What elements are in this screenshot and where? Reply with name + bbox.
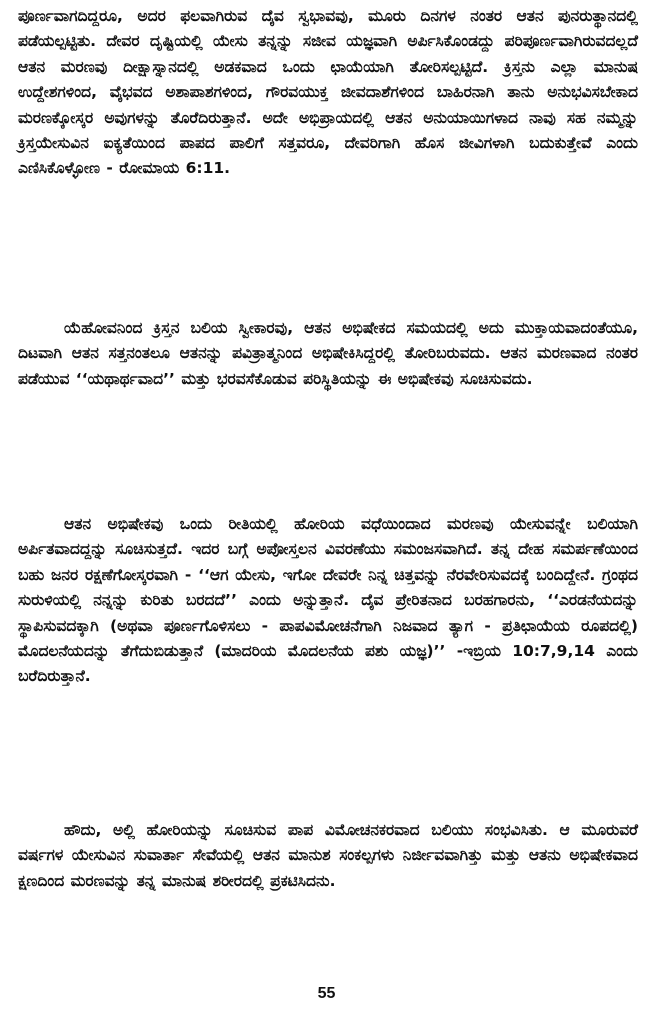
- paragraph-continuation: ಪೂರ್ಣವಾಗದಿದ್ದರೂ, ಅದರ ಫಲವಾಗಿರುವ ದೈವ ಸ್ವಭಾವವು, ಮೂರು ದಿನಗಳ ನಂತರ ಆತನ ಪುನರುತ್ಥಾನದಲ್ಲಿ ಪಡೆಯಲ್ಪಟ್ಟಿತು. ದೇವರ ದೃಷ್ಟಿಯಲ್ಲಿ ಯೇಸು ತನ್ನನ್ನು ಸಜೀವ ಯಜ್ಞವಾಗಿ ಅರ್ಪಿಸಿಕೊಂಡದ್ದು ಪರಿಪೂರ್ಣವಾಗಿರುವದಲ್ಲದೆ ಆತನ ಮರಣವು ದೀಕ್ಷಾಸ್ನಾನದಲ್ಲಿ ಅಡಕವಾದ ಒಂದು ಛಾಯೆಯಾಗಿ ತೋರಿಸಲ್ಪಟ್ಟಿದೆ. ಕ್ರಿಸ್ತನು ಎಲ್ಲಾ ಮಾನುಷ ಉದ್ದೇಶಗಳಿಂದ, ವೈಭವದ ಅಶಾಪಾಶಗಳಿಂದ, ಗೌರವಯುಕ್ತ ಜೀವದಾಶೆಗಳಿಂದ ಬಾಹಿರನಾಗಿ ತಾನು ಅನುಭವಿಸಬೇಕಾದ ಮರಣಕ್ಕೋಸ್ಕರ ಅವುಗಳನ್ನು ತೊರೆದಿರುತ್ತಾನೆ. ಅದೇ ಅಭಿಪ್ರಾಯದಲ್ಲಿ ಆತನ ಅನುಯಾಯಿಗಳಾದ ನಾವು ಸಹ ನಮ್ಮನ್ನು ಕ್ರಿಸ್ತಯೇಸುವಿನ ಐಕ್ಯತೆಯಿಂದ ಪಾಪದ ಪಾಲಿಗೆ ಸತ್ತವರೂ, ದೇವರಿಗಾಗಿ ಹೊಸ ಜೀವಿಗಳಾಗಿ ಬದುಕುತ್ತೇವೆ ಎಂದು ಎಣಿಸಿಕೊಳ್ಳೋಣ - ರೋಮಾಯ 6:11.: [18, 7, 638, 178]
- paragraph-sacrifice: ಆತನ ಅಭಿಷೇಕವು ಒಂದು ರೀತಿಯಲ್ಲಿ ಹೋರಿಯ ವಧೆಯಿಂದಾದ ಮರಣವು ಯೇಸುವನ್ನೇ ಬಲಿಯಾಗಿ ಅರ್ಪಿತವಾದದ್ದನ್ನು ಸೂಚಿಸುತ್ತದೆ. ಇದರ ಬಗ್ಗೆ ಅಪೋಸ್ತಲನ ವಿವರಣೆಯು ಸಮಂಜಸವಾಗಿದೆ. ತನ್ನ ದೇಹ ಸಮರ್ಪಣೆಯಿಂದ ಬಹು ಜನರ ರಕ್ಷಣೆಗೋಸ್ಕರವಾಗಿ - ‘‘ಆಗ ಯೇಸು, ಇಗೋ ದೇವರೇ ನಿನ್ನ ಚಿತ್ತವನ್ನು ನೆರವೇರಿಸುವದಕ್ಕೆ ಬಂದಿದ್ದೇನೆ. ಗ್ರಂಥದ ಸುರುಳಿಯಲ್ಲಿ ನನ್ನನ್ನು ಕುರಿತು ಬರದದೆ’’ ಎಂದು ಅನ್ನುತ್ತಾನೆ. ದೈವ ಪ್ರೇರಿತನಾದ ಬರಹಗಾರನು, ‘‘ಎರಡನೆಯದನ್ನು ಸ್ಥಾಪಿಸುವದಕ್ಕಾಗಿ (ಅಥವಾ ಪೂರ್ಣಗೊಳಿಸಲು - ಪಾಪವಿಮೋಚನೆಗಾಗಿ ನಿಜವಾದ ತ್ಯಾಗ - ಪ್ರತಿಛಾಯೆಯ ರೂಪದಲ್ಲಿ) ಮೊದಲನೆಯದನ್ನು ತೆಗೆದುಬಿಡುತ್ತಾನೆ (ಮಾದರಿಯ ಮೊದಲನೆಯ ಪಶು ಯಜ್ಞ)’’ -ಇಬ್ರಿಯ 10:7,9,14 ಎಂದು ಬರೆದಿರುತ್ತಾನೆ.: [18, 515, 638, 686]
- page-number: 55: [317, 985, 336, 1002]
- paragraph-anointing: ಯೆಹೋವನಿಂದ ಕ್ರಿಸ್ತನ ಬಲಿಯ ಸ್ವೀಕಾರವು, ಆತನ ಅಭಿಷೇಕದ ಸಮಯದಲ್ಲಿ ಅದು ಮುಕ್ತಾಯವಾದಂತೆಯೂ, ದಿಟವಾಗಿ ಆತನ ಸತ್ತನಂತಲೂ ಆತನನ್ನು ಪವಿತ್ರಾತ್ಮನಿಂದ ಅಭಿಷೇಕಿಸಿದ್ದರಲ್ಲಿ ತೋರಿಬರುವದು. ಆತನ ಮರಣವಾದ ನಂತರ ಪಡೆಯುವ ‘‘ಯಥಾರ್ಥವಾದ’’ ಮತ್ತು ಭರವಸೆಕೊಡುವ ಪರಿಸ್ಥಿತಿಯನ್ನು ಈ ಅಭಿಷೇಕವು ಸೂಚಿಸುವದು.: [18, 319, 638, 388]
- paragraph-conclusion: ಹೌದು, ಅಲ್ಲಿ ಹೋರಿಯನ್ನು ಸೂಚಿಸುವ ಪಾಪ ವಿಮೋಚನಕರವಾದ ಬಲಿಯು ಸಂಭವಿಸಿತು. ಆ ಮೂರುವರೆ ವರ್ಷಗಳ ಯೇಸುವಿನ ಸುವಾರ್ತಾ ಸೇವೆಯಲ್ಲಿ ಆತನ ಮಾನುಶ ಸಂಕಲ್ಪಗಳು ನಿರ್ಜೀವವಾಗಿತ್ತು ಮತ್ತು ಆತನು ಅಭಿಷೇಕವಾದ ಕ್ಷಣದಿಂದ ಮರಣವನ್ನು ತನ್ನ ಮಾನುಷ ಶರೀರದಲ್ಲಿ ಪ್ರಕಟಿಸಿದನು.: [18, 821, 638, 890]
